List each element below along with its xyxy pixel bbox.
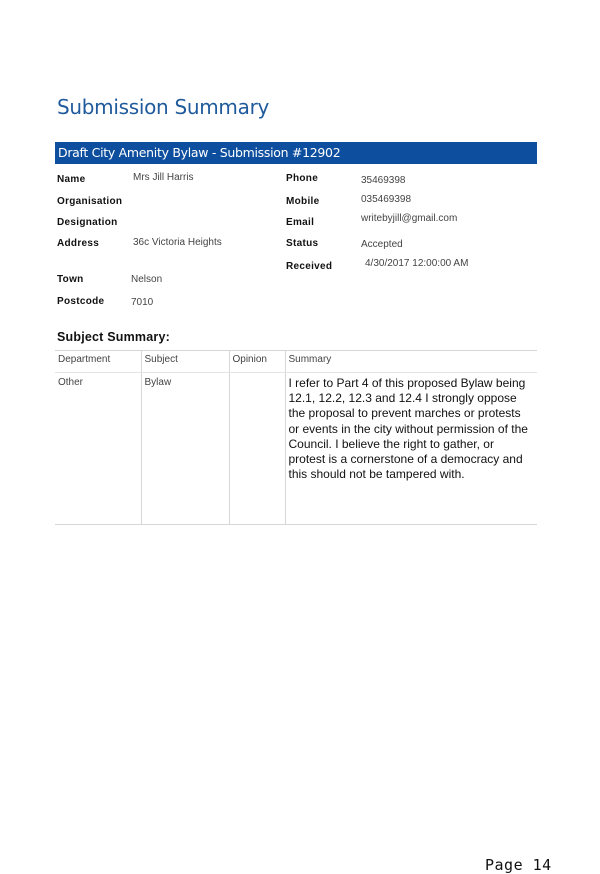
table-header-row <box>55 351 537 373</box>
subject-summary-heading: Subject Summary: <box>57 330 170 344</box>
table-row <box>55 373 537 525</box>
postcode-value: 7010 <box>131 297 154 308</box>
mobile-label: Mobile <box>286 196 320 207</box>
name-value: Mrs Jill Harris <box>133 172 194 183</box>
cell-department: Other <box>55 373 141 525</box>
organisation-label: Organisation <box>57 196 123 207</box>
address-value: 36c Victoria Heights <box>133 237 222 248</box>
submission-banner: Draft City Amenity Bylaw - Submission #12902 <box>55 142 537 164</box>
status-label: Status <box>286 238 319 249</box>
column-header-summary: Summary <box>285 351 537 373</box>
column-header-opinion: Opinion <box>229 351 285 373</box>
cell-summary: I refer to Part 4 of this proposed Bylaw being 12.1, 12.2, 12.3 and 12.4 I strongly oppose the proposal to prevent marches or protests or events in the city without permission of the Council. I believe the right to gather, or protest is a cornerstone of a democracy and this should not be tampered with. <box>285 373 537 525</box>
page-title: Submission Summary <box>57 95 270 120</box>
email-value: writebyjill@gmail.com <box>361 213 458 224</box>
mobile-value: 035469398 <box>361 194 412 205</box>
page-number: Page 14 <box>485 856 552 874</box>
cell-subject: Bylaw <box>141 373 229 525</box>
subject-summary-table <box>55 350 537 525</box>
phone-label: Phone <box>286 173 319 184</box>
email-label: Email <box>286 217 315 228</box>
town-label: Town <box>57 274 84 285</box>
phone-value: 35469398 <box>361 175 406 186</box>
status-badge: Accepted <box>361 239 403 250</box>
column-header-department: Department <box>55 351 141 373</box>
received-value: 4/30/2017 12:00:00 AM <box>365 258 469 269</box>
town-value: Nelson <box>131 274 163 285</box>
postcode-label: Postcode <box>57 296 105 307</box>
received-label: Received <box>286 261 333 272</box>
address-label: Address <box>57 238 100 249</box>
designation-label: Designation <box>57 217 118 228</box>
cell-opinion <box>229 373 285 525</box>
name-label: Name <box>57 174 86 185</box>
column-header-subject: Subject <box>141 351 229 373</box>
